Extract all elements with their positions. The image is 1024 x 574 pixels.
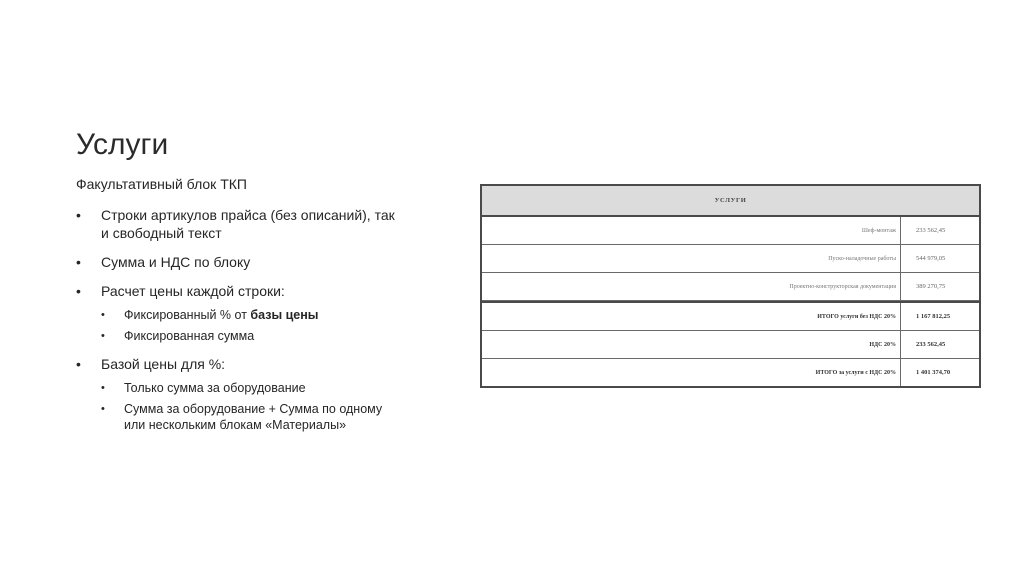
bullet-dot: • <box>76 254 81 270</box>
bullet-dot: • <box>76 283 81 299</box>
sub-bullet-item <box>101 328 406 344</box>
slide-text-block <box>76 176 406 444</box>
bullet-dot: • <box>101 382 105 394</box>
table-total-label: ИТОГО за услуги с НДС 20% <box>815 369 896 376</box>
sub-bullet-text: Только сумма за оборудование <box>124 381 306 395</box>
table-row-label: Шеф-монтаж <box>861 227 896 234</box>
slide-subtitle: Факультативный блок ТКП <box>76 176 247 192</box>
table-row <box>482 273 979 301</box>
sub-bullet-item <box>101 380 406 396</box>
table-row-value: 233 562,45 <box>900 217 979 244</box>
table-row-value: 544 979,05 <box>900 245 979 272</box>
table-row-label: Пуско-наладочные работы <box>828 255 896 262</box>
slide-title: Услуги <box>76 128 169 161</box>
table-row-value: 389 270,75 <box>900 273 979 300</box>
sub-bullet-text: Фиксированная сумма <box>124 329 255 343</box>
bullet-item <box>76 355 406 433</box>
bullet-text: Расчет цены каждой строки: <box>101 283 285 299</box>
sub-bullet-text: Фиксированный % от <box>124 308 251 322</box>
table-row-label: Проектно-конструкторская документация <box>789 283 896 290</box>
sub-bullet-list <box>101 307 406 344</box>
table-total-label: НДС 20% <box>869 341 896 348</box>
sub-bullet-list <box>101 380 406 433</box>
table-total-row <box>482 359 979 386</box>
table-total-label: ИТОГО услуги без НДС 20% <box>817 313 896 320</box>
bullet-text: Базой цены для %: <box>101 356 226 372</box>
table-row <box>482 245 979 273</box>
bullet-dot: • <box>101 403 105 415</box>
table-total-value: 233 562,45 <box>900 331 979 358</box>
bullet-item <box>76 282 406 344</box>
table-header: УСЛУГИ <box>482 186 979 217</box>
services-table <box>480 184 981 388</box>
bullet-dot: • <box>101 309 105 321</box>
sub-bullet-item <box>101 401 406 433</box>
table-total-row <box>482 331 979 359</box>
bullet-text: Сумма и НДС по блоку <box>101 254 251 270</box>
sub-bullet-item <box>101 307 406 323</box>
bullet-item <box>76 253 406 271</box>
bullet-dot: • <box>101 330 105 342</box>
table-row <box>482 217 979 245</box>
table-total-row <box>482 301 979 331</box>
bullet-dot: • <box>76 207 81 223</box>
bullet-item <box>76 206 406 242</box>
table-total-value: 1 167 812,25 <box>900 303 979 330</box>
sub-bullet-text: Сумма за оборудование + Сумма по одному или нескольким блокам «Материалы» <box>124 402 383 432</box>
sub-bullet-bold: базы цены <box>250 308 319 322</box>
bullet-dot: • <box>76 356 81 372</box>
bullet-text: Строки артикулов прайса (без описаний), так и свободный текст <box>101 207 395 241</box>
table-total-value: 1 401 374,70 <box>900 359 979 386</box>
